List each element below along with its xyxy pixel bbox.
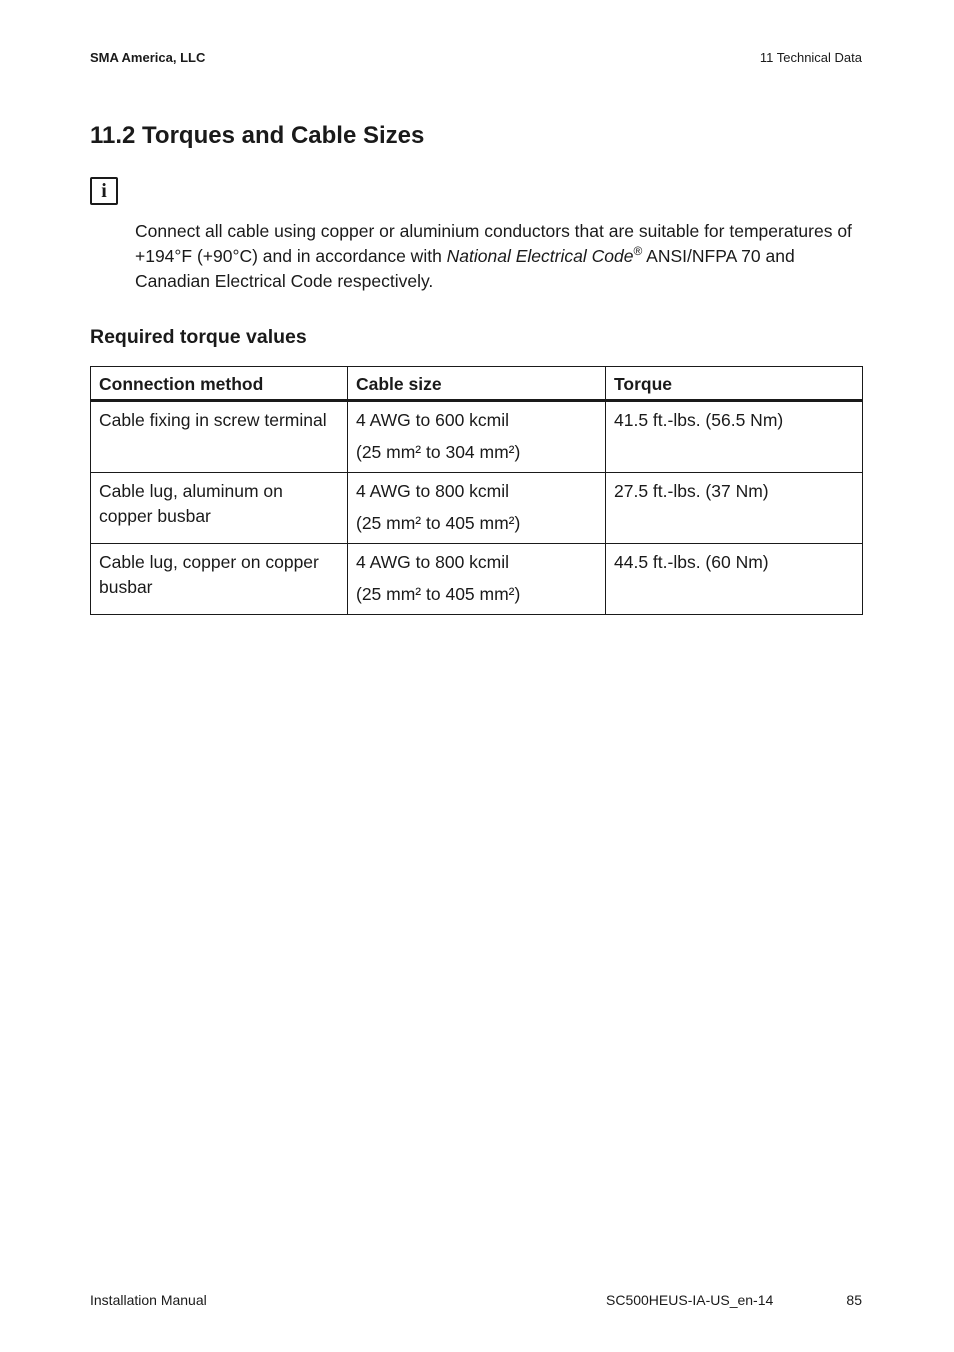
note-code-name: National Electrical Code bbox=[446, 246, 634, 266]
cable-size-metric: (25 mm² to 304 mm²) bbox=[356, 442, 521, 462]
footer-page-number: 85 bbox=[846, 1292, 862, 1308]
header-company: SMA America, LLC bbox=[90, 50, 206, 65]
connection-method-cell: Cable lug, aluminum on copper busbar bbox=[91, 473, 348, 544]
table-header-row bbox=[91, 367, 863, 401]
table-row bbox=[91, 473, 863, 544]
connection-method-cell: Cable lug, copper on copper busbar bbox=[91, 544, 348, 615]
table-row bbox=[91, 544, 863, 615]
cable-size-cell bbox=[348, 544, 606, 615]
column-header-torque: Torque bbox=[606, 367, 863, 401]
torque-table bbox=[90, 366, 863, 615]
registered-mark: ® bbox=[633, 244, 643, 258]
note-text-part2: ANSI/NFPA 70 and Canadian Electrical Code respectively. bbox=[135, 246, 795, 291]
footer-document-id: SC500HEUS-IA-US_en-14 bbox=[606, 1292, 774, 1308]
section-title: 11.2 Torques and Cable Sizes bbox=[90, 122, 425, 149]
note-text-part1: Connect all cable using copper or aluminium conductors that are suitable for temperatures of +194°F (+90°C) and in accordance with bbox=[135, 221, 852, 266]
info-icon: i bbox=[90, 177, 118, 205]
cable-size-metric: (25 mm² to 405 mm²) bbox=[356, 584, 521, 604]
torque-cell: 27.5 ft.-lbs. (37 Nm) bbox=[606, 473, 863, 544]
torque-table-heading: Required torque values bbox=[90, 326, 307, 348]
cable-size-cell bbox=[348, 473, 606, 544]
column-header-cable-size: Cable size bbox=[348, 367, 606, 401]
footer-manual-title: Installation Manual bbox=[90, 1292, 207, 1308]
torque-cell: 41.5 ft.-lbs. (56.5 Nm) bbox=[606, 401, 863, 473]
info-note bbox=[135, 219, 865, 294]
cable-size-metric: (25 mm² to 405 mm²) bbox=[356, 513, 521, 533]
cable-size-cell bbox=[348, 401, 606, 473]
header-chapter: 11 Technical Data bbox=[759, 50, 862, 65]
table-row bbox=[91, 401, 863, 473]
connection-method-cell: Cable fixing in screw terminal bbox=[91, 401, 348, 473]
column-header-connection-method: Connection method bbox=[91, 367, 348, 401]
torque-cell: 44.5 ft.-lbs. (60 Nm) bbox=[606, 544, 863, 615]
cable-size-awg: 4 AWG to 800 kcmil bbox=[356, 481, 510, 501]
cable-size-awg: 4 AWG to 800 kcmil bbox=[356, 552, 510, 572]
cable-size-awg: 4 AWG to 600 kcmil bbox=[356, 410, 510, 430]
